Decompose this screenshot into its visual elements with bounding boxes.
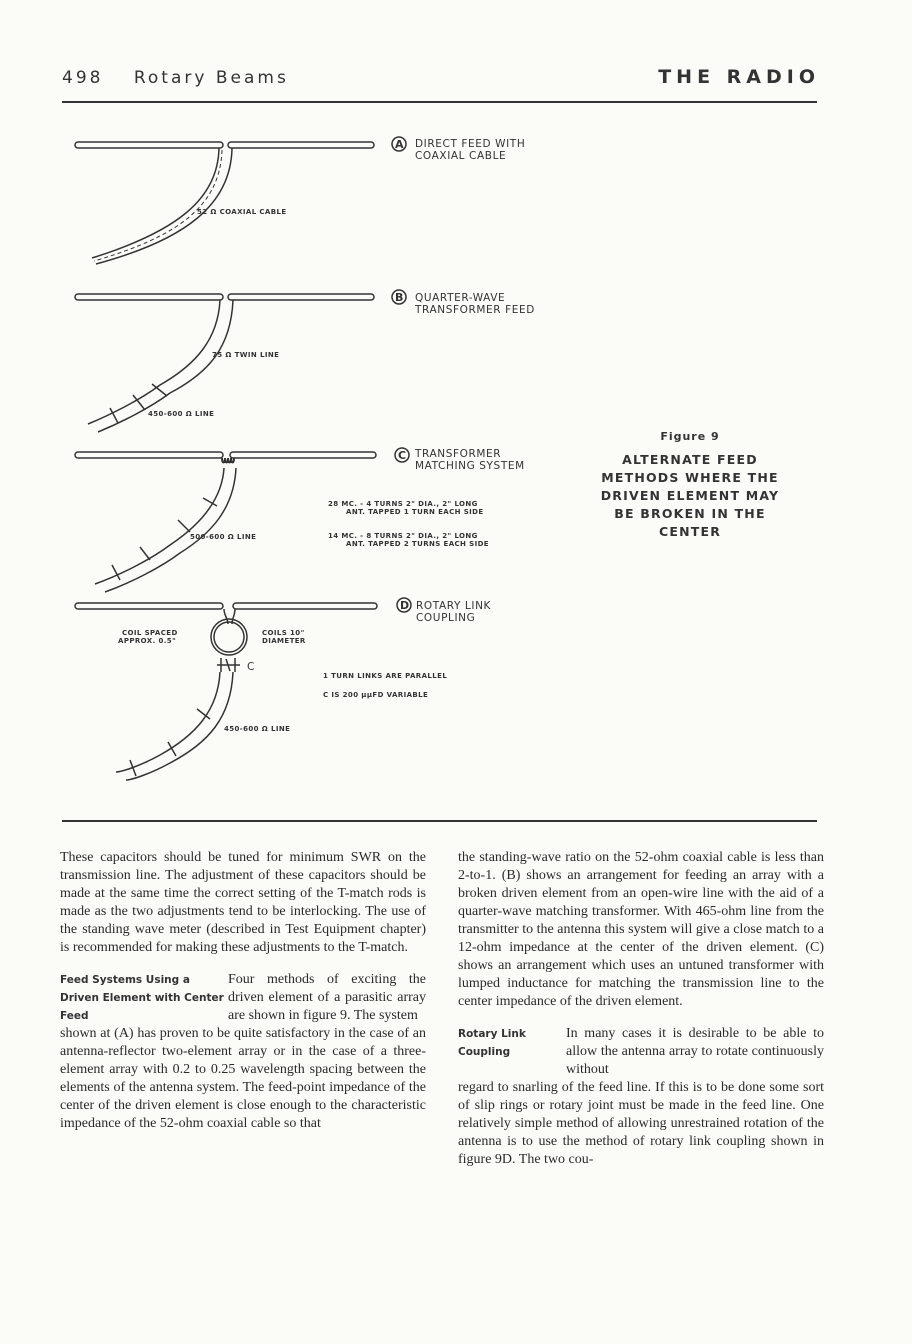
page-number: 498	[62, 68, 104, 88]
paragraph-start: Four methods of exciting the driven element of a parasitic array are shown in figure 9. The system	[228, 972, 426, 1023]
panel-c-antenna	[75, 452, 376, 592]
panel-d-note-1: 1 TURN LINKS ARE PARALLEL	[323, 672, 448, 680]
panel-c-note-28-1: 28 MC. - 4 TURNS 2" DIA., 2" LONG	[328, 500, 478, 508]
figure-9-diagram	[0, 110, 600, 810]
panel-b-line-label-1: 75 Ω TWIN LINE	[212, 351, 280, 359]
panel-d-letter: D	[400, 599, 410, 612]
right-column	[458, 849, 824, 1169]
panel-b-letter: B	[395, 291, 404, 304]
panel-b-label-2: TRANSFORMER FEED	[415, 304, 535, 316]
paragraph: regard to snarling of the feed line. If this is to be done some sort of slip rings or rotary joint must be made in the feed line. One relatively simple method of allowing unrestrained rotation of the antenna is to use the method of rotary link coupling shown in figure 9D. The two cou-	[458, 1080, 824, 1167]
panel-d-label-1: ROTARY LINK	[416, 600, 492, 612]
panel-b-antenna	[75, 294, 374, 432]
caption-line: DRIVEN ELEMENT MAY	[600, 488, 780, 503]
figure-number: Figure 9	[660, 430, 720, 443]
section-sidehead: Rotary Link Coupling	[458, 1028, 526, 1058]
figure-rule	[62, 820, 817, 822]
book-title: THE RADIO	[658, 66, 820, 88]
panel-d-cap-label: C	[247, 661, 255, 673]
paragraph: the standing-wave ratio on the 52-ohm coaxial cable is less than 2-to-1. (B) shows an arrangement for feeding an array with a broken driven element from an open-wire line with the aid of a quarter-wave matching transformer. With 465-ohm line from the transmitter to the antenna this system will give a close match to a 12-ohm impedance at the center of the driven element. (C) shows an arrangement which uses an untuned transformer with lumped inductance for matching the transmission line to the center impedance of the driven element.	[458, 850, 824, 1009]
running-header	[62, 68, 289, 88]
caption-line: ALTERNATE FEED	[622, 452, 758, 467]
caption-line: BE BROKEN IN THE	[614, 506, 766, 521]
feed-systems-section	[60, 971, 426, 1025]
panel-d-coil-spaced-2: APPROX. 0.5"	[118, 637, 177, 645]
panel-a-letter: A	[395, 138, 404, 151]
paragraph-start: In many cases it is desirable to be able to allow the antenna array to rotate continuously without	[566, 1026, 824, 1077]
panel-c-note-14-1: 14 MC. - 8 TURNS 2" DIA., 2" LONG	[328, 532, 478, 540]
paragraph: shown at (A) has proven to be quite satisfactory in the case of an antenna-reflector two-element array or in the case of a three-element array with 0.2 to 0.25 wavelength spacing between the elements of the antenna system. The feed-point impedance of the center of the driven element is close enough to the characteristic impedance of the 52-ohm coaxial cable so that	[60, 1026, 426, 1131]
panel-d-line-label: 450-600 Ω LINE	[224, 725, 291, 733]
panel-d-label-2: COUPLING	[416, 612, 476, 624]
section-title: Rotary Beams	[133, 68, 289, 88]
caption-line: METHODS WHERE THE	[601, 470, 779, 485]
header-rule	[62, 101, 817, 103]
panel-d-coils-1: COILS 10"	[262, 629, 305, 637]
rotary-link-section	[458, 1025, 824, 1079]
panel-c-line-label: 500-600 Ω LINE	[190, 533, 257, 541]
panel-b-line-label-2: 450-600 Ω LINE	[148, 410, 215, 418]
panel-a-label-1: DIRECT FEED WITH	[415, 138, 526, 150]
panel-c-note-28-2: ANT. TAPPED 1 TURN EACH SIDE	[346, 508, 484, 516]
panel-a-antenna	[75, 142, 374, 264]
figure-caption	[590, 430, 790, 541]
panel-d-coils-2: DIAMETER	[262, 637, 306, 645]
panel-a-line-label: 52 Ω COAXIAL CABLE	[197, 208, 287, 216]
panel-c-label-2: MATCHING SYSTEM	[415, 460, 525, 472]
panel-d-note-2: C IS 200 μμFD VARIABLE	[323, 691, 429, 699]
panel-b-label-1: QUARTER-WAVE	[415, 292, 506, 304]
caption-line: CENTER	[658, 524, 722, 539]
panel-c-label-1: TRANSFORMER	[415, 448, 502, 460]
panel-d-coil-spaced-1: COIL SPACED	[122, 629, 178, 637]
panel-a-label-2: COAXIAL CABLE	[415, 150, 507, 162]
left-column	[60, 849, 426, 1133]
figure-caption-text	[590, 451, 790, 541]
panel-c-note-14-2: ANT. TAPPED 2 TURNS EACH SIDE	[346, 540, 489, 548]
paragraph: These capacitors should be tuned for minimum SWR on the transmission line. The adjustment of these capacitors should be made at the same time the correct setting of the T-match rods is made as the two adjustments tend to be interlocking. The use of the standing wave meter (described in Test Equipment chapter) is recommended for making these adjustments to the T-match.	[60, 850, 426, 955]
panel-c-letter: C	[398, 449, 407, 462]
section-sidehead: Feed Systems Using a Driven Element with Center Feed	[60, 974, 224, 1022]
